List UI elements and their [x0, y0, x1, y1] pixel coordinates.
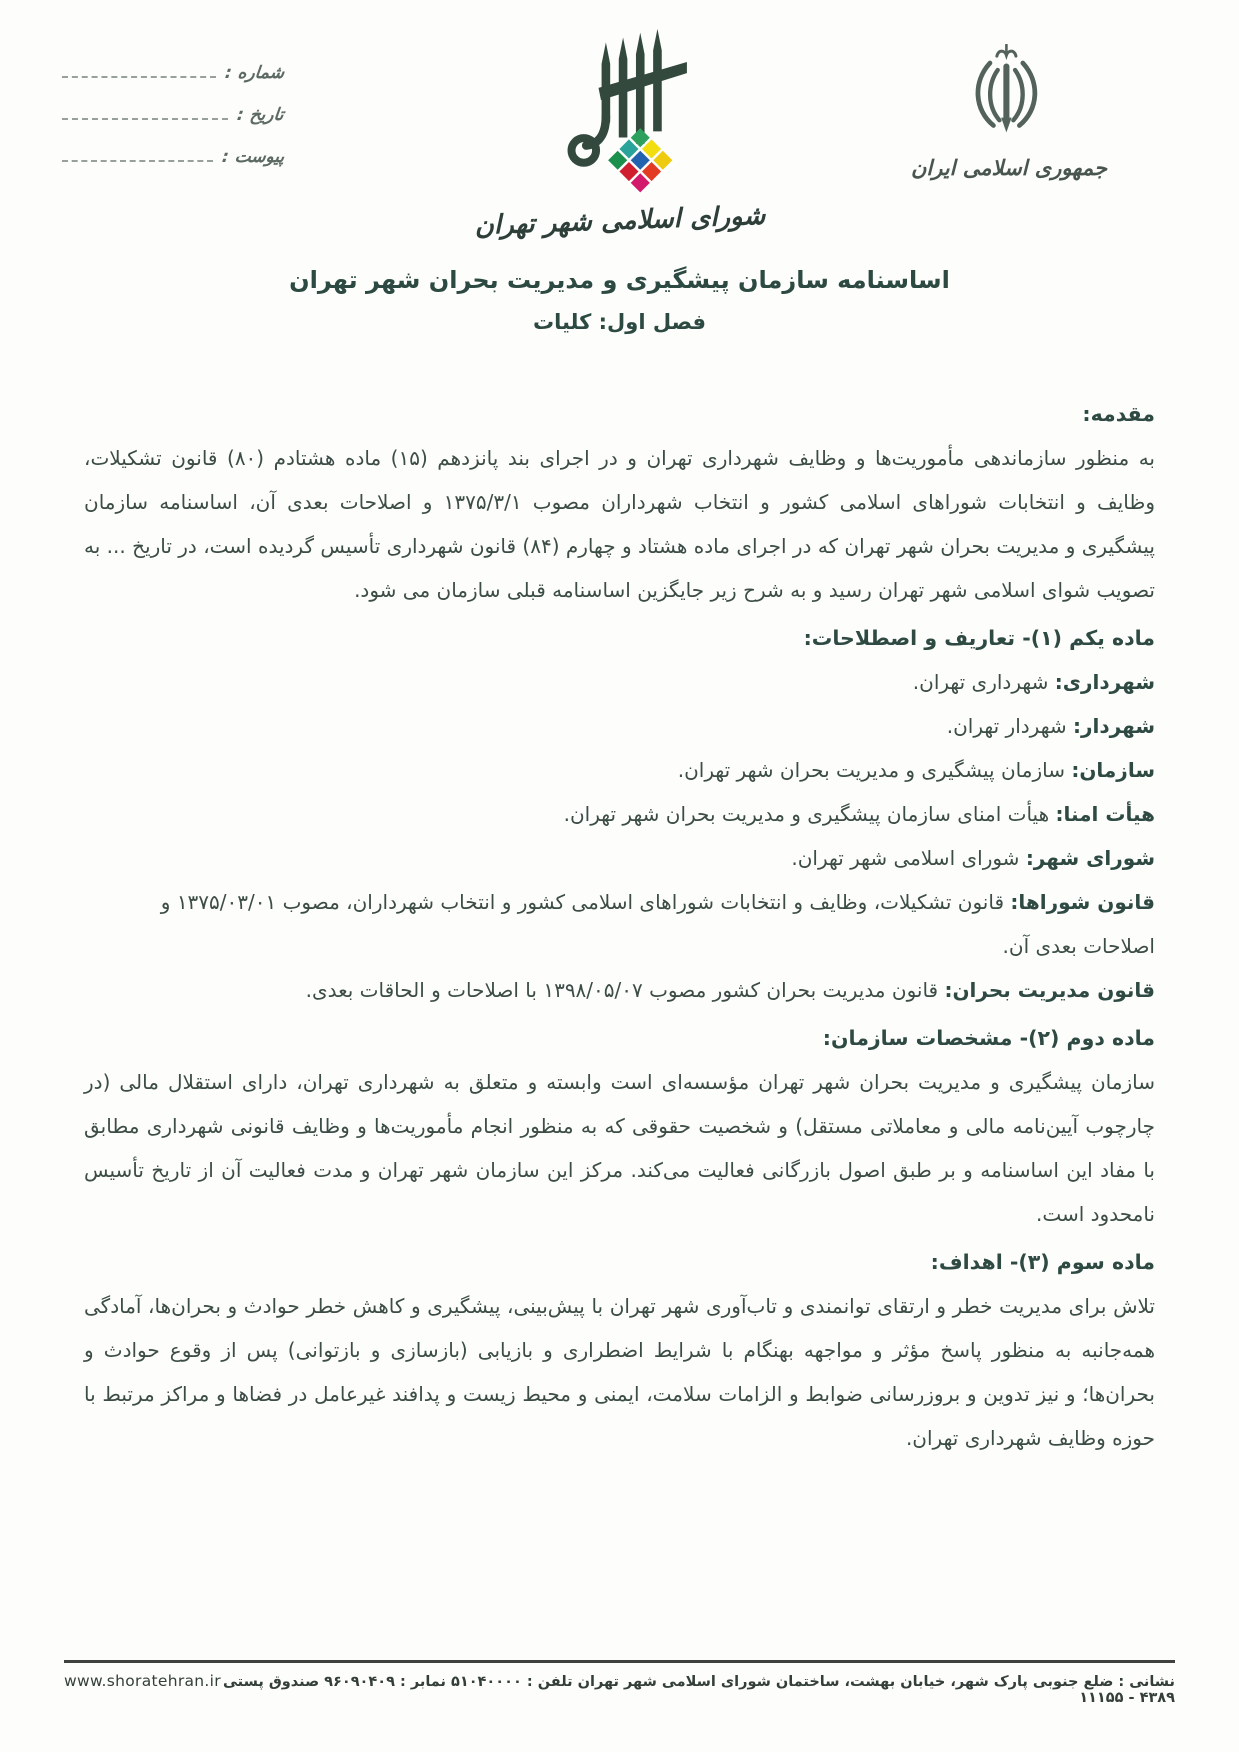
ref-attachment-label: پیوست : — [220, 147, 286, 167]
definition-councils-law — [84, 880, 1155, 968]
definition-organization — [84, 748, 1155, 792]
intro-heading: مقدمه: — [1082, 402, 1155, 426]
council-logo-tiles — [608, 128, 672, 192]
definition-term: هیأت امنا: — [1055, 802, 1155, 826]
council-logo-icon — [549, 24, 691, 202]
ref-attachment-field — [62, 142, 284, 172]
definition-term: شهرداری: — [1054, 670, 1155, 694]
council-logo-caption: شورای اسلامی شهر تهران — [473, 200, 766, 242]
definition-text: قانون تشکیلات، وظایف و انتخابات شوراهای اسلامی کشور و انتخاب شهرداران، مصوب ۱۳۷۵/۰۳/۰۱ و اصلاحات بعدی آن. — [160, 890, 1155, 958]
definition-term: قانون شوراها: — [1010, 890, 1155, 914]
article-2-paragraph: سازمان پیشگیری و مدیریت بحران شهر تهران مؤسسه‌ای است وابسته و متعلق به شهرداری تهران، دارای استقلال مالی (در چارچوب آیین‌نامه مالی و معاملاتی مستقل) و شخصیت حقوقی که به منظور انجام مأموریت‌ها و وظایف قانونی شهرداری مطابق با مفاد این اساسنامه و بر طبق اصول بازرگانی فعالیت می‌کند. مرکز این سازمان شهر تهران و مدت فعالیت آن از تاریخ تأسیس نامحدود است. — [84, 1070, 1155, 1226]
ref-number-field — [62, 58, 284, 88]
definition-text: سازمان پیشگیری و مدیریت بحران شهر تهران. — [677, 758, 1065, 782]
document-body — [84, 388, 1155, 1460]
article-3-paragraph: تلاش برای مدیریت خطر و ارتقای توانمندی و تاب‌آوری شهر تهران با پیش‌بینی، پیشگیری و کاهش خطر حوادث و بحران‌ها، آمادگی همه‌جانبه به منظور پاسخ مؤثر و مواجهه بهنگام با شرایط اضطراری و بازیابی (بازسازی و بازتوانی) پس از وقوع حوادث و بحران‌ها؛ و نیز تدوین و بروزرسانی ضوابط و الزامات سلامت، ایمنی و محیط زیست و پدافند غیرعامل در فضاها و مراکز مرتبط با حوزه وظایف شهرداری تهران. — [84, 1294, 1155, 1450]
definition-text: قانون مدیریت بحران کشور مصوب ۱۳۹۸/۰۵/۰۷ با اصلاحات و الحاقات بعدی. — [305, 978, 939, 1002]
ref-date-label: تاریخ : — [236, 105, 286, 125]
reference-fields — [62, 58, 284, 184]
ref-number-label: شماره : — [223, 63, 286, 83]
footer — [64, 1660, 1175, 1706]
definition-text: شهرداری تهران. — [912, 670, 1049, 694]
dashed-line — [62, 76, 216, 78]
definition-mayor — [84, 704, 1155, 748]
article-2-heading: ماده دوم (۲)- مشخصات سازمان: — [822, 1026, 1155, 1050]
dashed-line — [62, 160, 213, 162]
emblem-caption: جمهوری اسلامی ایران — [910, 156, 1108, 180]
article-3-heading: ماده سوم (۳)- اهداف: — [930, 1250, 1155, 1274]
council-logo-block — [440, 24, 800, 242]
national-emblem-block — [879, 44, 1139, 180]
chapter-subtitle: فصل اول: کلیات — [532, 310, 707, 334]
definition-term: قانون مدیریت بحران: — [944, 978, 1155, 1002]
definition-text: هیأت امنای سازمان پیشگیری و مدیریت بحران شهر تهران. — [563, 802, 1050, 826]
iran-emblem-icon — [957, 44, 1061, 148]
definition-text: شهردار تهران. — [946, 714, 1067, 738]
article-1-heading: ماده یکم (۱)- تعاریف و اصطلاحات: — [803, 626, 1155, 650]
footer-website: www.shoratehran.ir — [64, 1672, 221, 1690]
document-title: اساسنامه سازمان پیشگیری و مدیریت بحران شهر تهران — [289, 266, 950, 294]
intro-paragraph: به منظور سازماندهی مأموریت‌ها و وظایف شهرداری تهران و در اجرای بند پانزدهم (۱۵) ماده هشتادم (۸۰) قانون تشکیلات، وظایف و انتخابات شوراهای اسلامی کشور و انتخاب شهرداران مصوب ۱۳۷۵/۳/۱ و اصلاحات بعدی آن، اساسنامه سازمان پیشگیری و مدیریت بحران شهر تهران که در اجرای ماده هشتاد و چهارم (۸۴) قانون شهرداری تأسیس گردیده است، در تاریخ ... به تصویب شوای اسلامی شهر تهران رسید و به شرح زیر جایگزین اساسنامه قبلی سازمان می شود. — [84, 446, 1155, 602]
definition-city-council — [84, 836, 1155, 880]
definition-board-of-trustees — [84, 792, 1155, 836]
dashed-line — [62, 118, 228, 120]
ref-date-field — [62, 100, 284, 130]
title-block — [0, 266, 1239, 334]
definition-crisis-management-law — [84, 968, 1155, 1012]
definition-term: شورای شهر: — [1025, 846, 1155, 870]
definition-text: شورای اسلامی شهر تهران. — [791, 846, 1020, 870]
definition-municipality — [84, 660, 1155, 704]
definition-term: سازمان: — [1071, 758, 1155, 782]
footer-address: نشانی : ضلع جنوبی پارک شهر، خیابان بهشت، ساختمان شورای اسلامی شهر تهران تلفن : ۵۱۰۴۰۰۰۰ نمابر : ۹۶۰۹۰۴۰۹ صندوق پستی ۴۳۸۹ - ۱۱۱۵۵ — [222, 1674, 1175, 1706]
definition-term: شهردار: — [1073, 714, 1155, 738]
